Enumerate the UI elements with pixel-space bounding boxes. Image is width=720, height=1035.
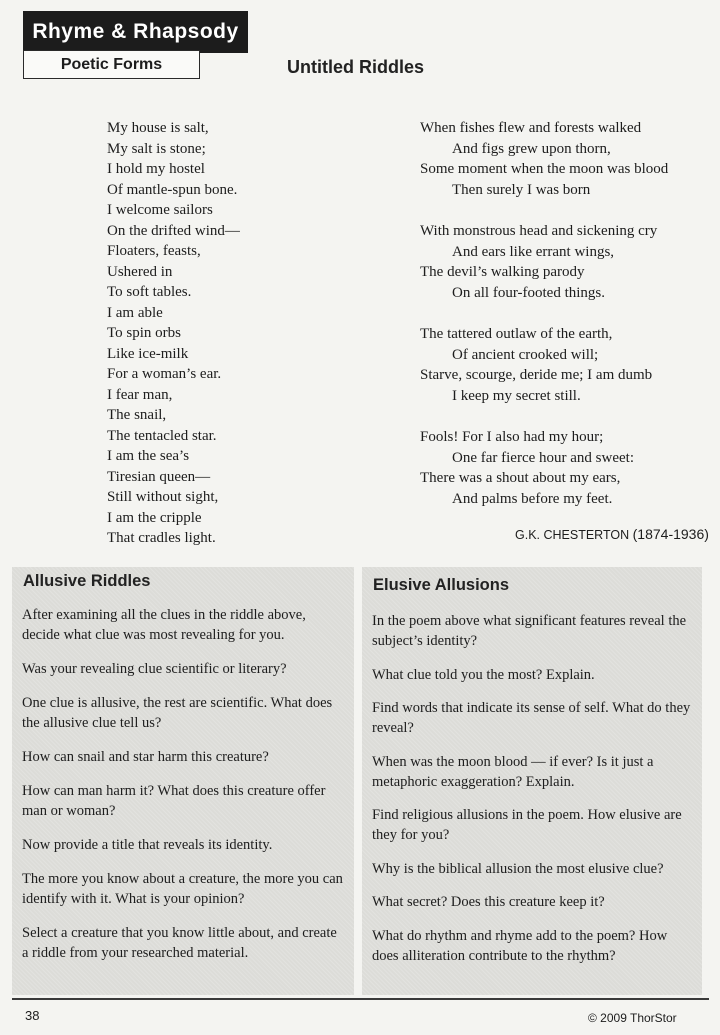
poem-stanza (420, 324, 668, 406)
poem-line: My house is salt, (107, 120, 209, 136)
author-name: G.K. CHESTERTON (515, 528, 630, 542)
poem-line: Starve, scourge, deride me; I am dumb (420, 367, 653, 383)
question-item: Now provide a title that reveals its identity. (22, 837, 273, 853)
poem-line: Floaters, feasts, (107, 243, 201, 259)
poem-line: To spin orbs (107, 325, 181, 341)
poem-line: Tiresian queen— (107, 468, 211, 485)
poem-line: On all four-footed things. (452, 284, 606, 301)
poem-line: With monstrous head and sickening cry (420, 223, 658, 239)
poem-attribution (515, 526, 709, 542)
question-item: In the poem above what significant features reveal the subject’s identity? (372, 613, 687, 649)
poem-line: Of ancient crooked will; (452, 346, 599, 363)
footer-divider (12, 998, 709, 1000)
question-item: When was the moon blood — if ever? Is it just a metaphoric exaggeration? Explain. (372, 753, 654, 790)
poem-line: The tentacled star. (107, 427, 217, 444)
poem-line: Of mantle-spun bone. (107, 181, 238, 198)
poem-line: Fools! For I also had my hour; (420, 429, 604, 445)
poem-line: There was a shout about my ears, (420, 470, 621, 486)
question-item: One clue is allusive, the rest are scientific. What does the allusive clue tell us? (22, 695, 333, 731)
page-title: Untitled Riddles (287, 57, 425, 77)
poem-line: And palms before my feet. (452, 490, 613, 507)
page-number: 38 (25, 1008, 40, 1023)
poem-line: When fishes flew and forests walked (420, 120, 642, 136)
poem-line: The tattered outlaw of the earth, (420, 326, 613, 342)
question-item: How can snail and star harm this creature? (22, 749, 269, 765)
question-item: After examining all the clues in the riddle above, decide what clue was most revealing for you. (22, 607, 306, 643)
poem-line: I am the cripple (107, 509, 202, 526)
allusive-riddles-box (12, 567, 354, 995)
poem-line: Then surely I was born (452, 181, 591, 198)
poem-line: On the drifted wind— (107, 222, 240, 239)
poem-left (107, 118, 240, 549)
question-item: Find religious allusions in the poem. How elusive are they for you? (372, 807, 682, 843)
question-item: The more you know about a creature, the more you can identify with it. What is your opinion? (22, 871, 343, 907)
question-item: What do rhythm and rhyme add to the poem? How does alliteration contribute to the rhythm? (372, 927, 668, 964)
poem-right (420, 118, 668, 530)
poem-line: And ears like errant wings, (452, 243, 615, 260)
poem-line: To soft tables. (107, 284, 192, 300)
poem-line: The devil’s walking parody (420, 264, 585, 280)
poem-line: I hold my hostel (107, 161, 205, 177)
poem-stanza (420, 221, 668, 303)
poem-line: And figs grew upon thorn, (452, 140, 611, 157)
poem-stanza (420, 118, 668, 200)
poem-line: One far fierce hour and sweet: (452, 449, 634, 466)
question-item: Select a creature that you know little about, and create a riddle from your researched material. (22, 925, 337, 961)
copyright-notice: © 2009 ThorStor (588, 1011, 677, 1025)
question-item: Was your revealing clue scientific or literary? (22, 661, 287, 677)
elusive-allusions-box (362, 567, 702, 995)
question-item: What clue told you the most? Explain. (372, 666, 595, 683)
poem-stanza (420, 427, 668, 509)
question-item: What secret? Does this creature keep it? (372, 894, 605, 910)
poem-line: I am able (107, 304, 163, 321)
poem-line: The snail, (107, 407, 167, 423)
poem-line: I welcome sailors (107, 202, 213, 218)
section-label: Poetic Forms (23, 50, 200, 79)
question-item: How can man harm it? What does this creature offer man or woman? (22, 783, 326, 819)
elusive-allusions-heading: Elusive Allusions (373, 576, 510, 594)
question-item: Why is the biblical allusion the most elusive clue? (372, 860, 664, 877)
poem-line: Some moment when the moon was blood (420, 161, 669, 177)
poem-line: My salt is stone; (107, 140, 206, 157)
poem-line: That cradles light. (107, 530, 216, 546)
poem-line: I am the sea’s (107, 448, 190, 464)
allusive-riddles-heading: Allusive Riddles (23, 572, 151, 590)
brand-banner: Rhyme & Rhapsody (23, 11, 248, 53)
poem-line: Like ice-milk (107, 345, 189, 362)
poem-line: I keep my secret still. (452, 387, 581, 404)
question-list (22, 605, 346, 977)
poem-line: I fear man, (107, 386, 173, 403)
author-years: (1874-1936) (632, 526, 709, 542)
question-item: Find words that indicate its sense of self. What do they reveal? (372, 700, 691, 736)
question-list (372, 611, 694, 979)
poem-line: For a woman’s ear. (107, 366, 222, 382)
poem-line: Ushered in (107, 263, 173, 280)
poem-line: Still without sight, (107, 489, 219, 505)
